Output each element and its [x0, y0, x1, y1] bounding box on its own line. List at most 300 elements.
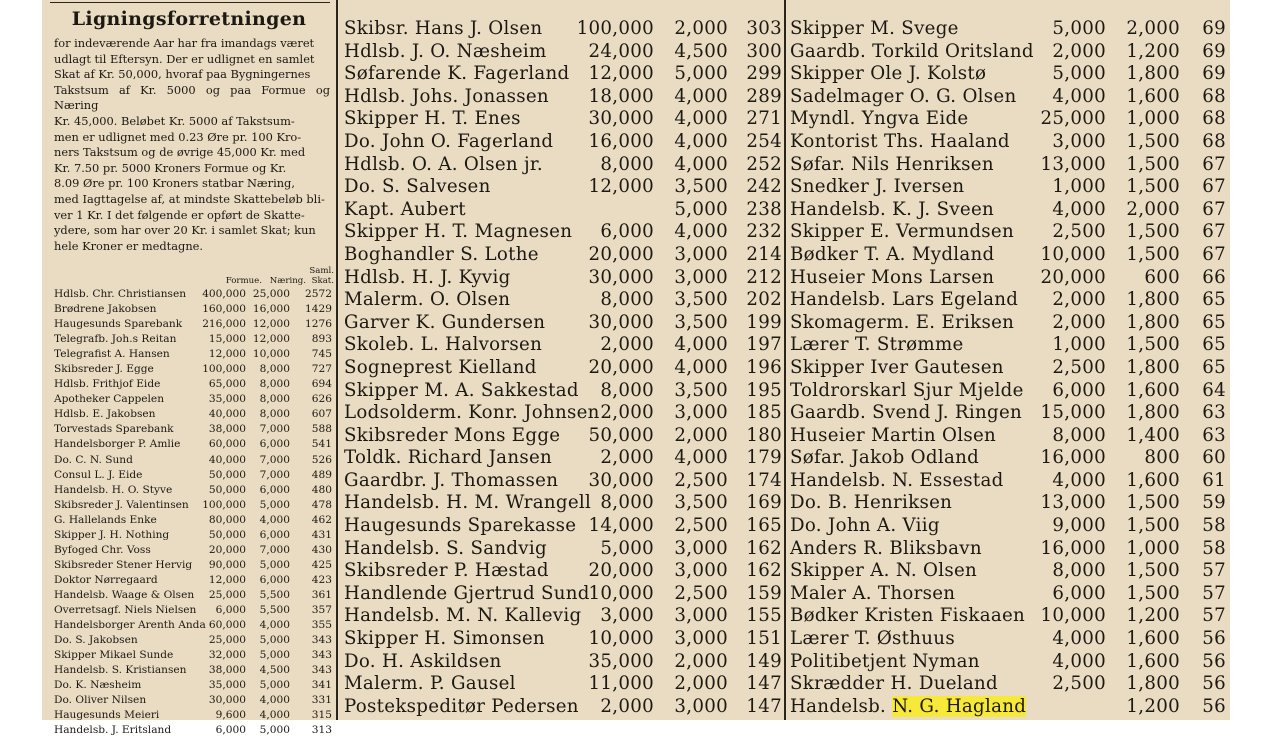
naering-value: 2,000: [674, 650, 728, 672]
taxpayer-name: Do. C. N. Sund: [54, 453, 133, 466]
taxpayer-name: Lærer T. Østhuus: [790, 628, 955, 650]
table-row: [790, 583, 1226, 606]
formue-value: 5,000: [1052, 63, 1106, 85]
taxpayer-name: Do. H. Askildsen: [344, 650, 502, 672]
naering-value: 2,000: [1126, 18, 1180, 39]
formue-value: 3,000: [1052, 130, 1106, 152]
tax-value: 159: [746, 582, 782, 604]
formue-value: 4,000: [1052, 85, 1106, 107]
tax-value: 151: [746, 628, 782, 650]
formue-value: 20,000: [588, 356, 654, 378]
taxpayer-name: Søfar. Jakob Odland: [790, 447, 980, 469]
naering-value: 4,000: [674, 153, 728, 175]
tax-value: 462: [311, 513, 332, 526]
formue-value: 13,000: [1040, 492, 1106, 514]
newspaper-page: [42, 0, 1230, 737]
naering-value: 6,000: [259, 438, 290, 451]
tax-value: 65: [1202, 334, 1226, 356]
taxpayer-name: Politibetjent Nyman: [790, 650, 980, 672]
taxpayer-name: Toldk. Richard Jansen: [344, 447, 553, 469]
naering-value: 1,500: [1126, 334, 1180, 356]
formue-value: 20,000: [208, 543, 246, 556]
tax-value: 65: [1202, 311, 1226, 333]
formue-value: 10,000: [1040, 243, 1106, 265]
tax-value: 169: [746, 492, 782, 514]
table-row: [54, 664, 332, 679]
taxpayer-name: Handelsb. S. Sandvig: [344, 537, 547, 559]
taxpayer-name: Do. B. Henriksen: [790, 492, 953, 514]
taxpayer-name: Gaardb. Svend J. Ringen: [790, 402, 1023, 424]
taxpayer-name: Myndl. Yngva Eide: [790, 108, 969, 130]
taxpayer-name: Skipper M. A. Sakkestad: [344, 379, 579, 401]
table-row: [54, 559, 332, 574]
formue-value: 12,000: [208, 573, 246, 586]
taxpayer-name: Kontorist Ths. Haaland: [790, 130, 1010, 152]
taxpayer-name: Do. S. Salvesen: [344, 176, 491, 198]
table-row: [344, 673, 782, 696]
tax-value: 69: [1202, 40, 1226, 62]
table-row: [54, 724, 332, 739]
taxpayer-name: Toldrorskarl Sjur Mjelde: [790, 379, 1024, 401]
tax-value: 68: [1202, 85, 1226, 107]
naering-value: 7,000: [259, 468, 290, 481]
taxpayer-name: Hdlsb. Frithjof Eide: [54, 378, 161, 391]
taxpayer-name: Do. K. Næsheim: [54, 679, 142, 692]
taxpayer-name: Skipper H. Simonsen: [344, 628, 545, 650]
tax-value: 480: [311, 483, 332, 496]
naering-value: 2,500: [674, 469, 728, 491]
table-row: [790, 131, 1226, 154]
intro-line: Kr. 7.50 pr. 5000 Kroners Formue og Kr.: [54, 160, 287, 175]
tax-value: 431: [311, 528, 332, 541]
tax-value: 165: [746, 515, 782, 537]
formue-value: 2,500: [1052, 356, 1106, 378]
formue-value: 2,500: [1052, 673, 1106, 695]
table-row: [54, 318, 332, 333]
table-row: [790, 673, 1226, 696]
tax-value: 69: [1202, 18, 1226, 39]
tax-value: 197: [746, 334, 782, 356]
naering-value: 10,000: [252, 348, 290, 361]
naering-value: 5,000: [259, 679, 290, 692]
formue-value: 4,000: [1052, 469, 1106, 491]
table-row: [54, 649, 332, 664]
naering-value: 6,000: [259, 483, 290, 496]
table-row: [54, 604, 332, 619]
table-row: [344, 379, 782, 403]
intro-line: for indeværende Aar har fra imandags været: [54, 36, 315, 50]
article-heading: Ligningsforretningen: [71, 8, 307, 30]
table-row: [790, 108, 1226, 131]
tax-value: 343: [311, 649, 332, 662]
naering-value: 5,000: [674, 63, 728, 85]
naering-value: 2,000: [674, 673, 728, 695]
table-row: [790, 312, 1226, 335]
naering-value: 8,000: [259, 378, 290, 391]
formue-value: 38,000: [208, 423, 246, 436]
formue-value: 2,000: [1052, 311, 1106, 333]
taxpayer-name: Sogneprest Kielland: [344, 356, 537, 378]
naering-value: 6,000: [259, 573, 290, 586]
tax-value: 232: [746, 221, 782, 243]
naering-value: 3,500: [674, 176, 728, 198]
naering-value: 4,000: [674, 108, 728, 130]
taxpayer-name: Skibsreder Mons Egge: [344, 424, 561, 446]
tax-value: 196: [746, 356, 782, 378]
tax-value: 64: [1202, 379, 1226, 401]
intro-line: udlagt til Eftersyn. Der er udlignet en samlet: [54, 51, 315, 66]
formue-value: 216,000: [202, 318, 246, 331]
taxpayer-name: Kapt. Aubert: [344, 198, 466, 220]
taxpayer-name: Lodsolderm. Konr. Johnsen: [344, 402, 600, 424]
tax-value: 149: [746, 650, 782, 672]
table-row: [344, 153, 782, 177]
table-row: [790, 86, 1226, 109]
tax-value: 180: [746, 424, 782, 446]
naering-value: 4,000: [259, 709, 290, 722]
naering-value: 4,000: [674, 447, 728, 469]
formue-value: 6,000: [1052, 582, 1106, 604]
table-row: [344, 176, 782, 199]
table-row: [54, 694, 332, 709]
tax-value: 289: [746, 85, 782, 107]
tax-value: 195: [746, 379, 782, 401]
naering-value: 2,500: [674, 582, 728, 604]
formue-value: 50,000: [208, 483, 246, 496]
formue-value: 20,000: [588, 243, 654, 265]
tax-value: 315: [311, 709, 332, 722]
tax-value: 361: [311, 588, 332, 601]
taxpayer-name: Hdlsb. H. J. Kyvig: [344, 266, 511, 288]
tax-value: 893: [311, 333, 332, 346]
table-row: [54, 333, 332, 348]
small-table: [54, 288, 332, 739]
naering-value: 1,800: [1126, 289, 1180, 311]
taxpayer-name: Bødker Kristen Fiskaaen: [790, 605, 1026, 627]
taxpayer-name: Skibsreder P. Hæstad: [344, 560, 549, 582]
formue-value: 50,000: [588, 424, 654, 446]
table-row: [54, 514, 332, 529]
formue-value: 1,000: [1052, 176, 1106, 198]
tax-value: 478: [311, 498, 332, 511]
formue-value: 4,000: [1052, 650, 1106, 672]
taxpayer-name: Gaardbr. J. Thomassen: [344, 469, 559, 491]
formue-value: 50,000: [208, 528, 246, 541]
taxpayer-name: Hdlsb. Chr. Christiansen: [54, 288, 187, 300]
formue-value: 25,000: [208, 588, 246, 601]
formue-value: 40,000: [208, 453, 246, 466]
intro-paragraph: [54, 36, 330, 254]
table-row: [344, 515, 782, 538]
taxpayer-name: Skoleb. L. Halvorsen: [344, 334, 543, 356]
formue-value: 14,000: [588, 515, 654, 537]
intro-line: ver 1 Kr. I det følgende er opført de Skatte-: [54, 207, 305, 222]
tax-value: 694: [311, 378, 332, 391]
taxpayer-name: Handelsb. H. M. Wrangell: [344, 492, 592, 514]
formue-value: 30,000: [588, 266, 654, 288]
table-row: [54, 634, 332, 649]
taxpayer-name: Skipper A. N. Olsen: [790, 560, 978, 582]
formue-value: 38,000: [208, 664, 246, 677]
naering-value: 1,000: [1126, 537, 1180, 559]
formue-value: 30,000: [588, 108, 654, 130]
table-row: [344, 266, 782, 290]
formue-value: 5,000: [1052, 18, 1106, 39]
table-row: [790, 244, 1226, 267]
naering-value: 4,000: [674, 334, 728, 356]
tax-value: 254: [746, 130, 782, 152]
table-row: [344, 85, 782, 109]
tax-value: 202: [746, 289, 782, 311]
table-row: [54, 619, 332, 634]
taxpayer-name: Hdlsb. J. O. Næsheim: [344, 40, 547, 62]
taxpayer-name: Haugesunds Sparekasse: [344, 515, 577, 537]
naering-value: 1,500: [1126, 560, 1180, 582]
taxpayer-name: Skipper E. Vermundsen: [790, 221, 1015, 243]
naering-value: 1,200: [1126, 605, 1180, 627]
tax-value: 65: [1202, 356, 1226, 378]
table-row: [344, 18, 782, 41]
intro-line: Takstsum af Kr. 5000 og paa Formue og Næring: [54, 82, 330, 113]
intro-line: ners Takstsum og de øvrige 45,000 Kr. med: [54, 145, 306, 160]
taxpayer-name: Søfarende K. Fagerland: [344, 63, 570, 85]
formue-value: 400,000: [202, 288, 246, 300]
naering-value: 2,000: [1126, 198, 1180, 220]
naering-value: 1,500: [1126, 221, 1180, 243]
formue-value: 8,000: [600, 153, 654, 175]
formue-value: 16,000: [1040, 447, 1106, 469]
naering-value: 5,000: [259, 498, 290, 511]
taxpayer-name: Hdlsb. Johs. Jonassen: [344, 85, 549, 107]
table-row: [54, 408, 332, 423]
samlet-header: Saml. Skat.: [309, 266, 334, 286]
tax-value: 299: [746, 63, 782, 85]
formue-value: 16,000: [588, 130, 654, 152]
tax-value: 252: [746, 153, 782, 175]
taxpayer-name: Byfoged Chr. Voss: [54, 543, 151, 556]
taxpayer-name: Haugesunds Sparebank: [54, 318, 183, 331]
tax-value: 2572: [305, 288, 332, 300]
formue-header: Formue.: [225, 276, 262, 286]
tax-value: 56: [1202, 628, 1226, 650]
tax-value: 357: [311, 603, 332, 616]
table-row: [790, 651, 1226, 674]
tax-value: 57: [1202, 582, 1226, 604]
formue-value: 30,000: [208, 694, 246, 707]
tax-value: 56: [1202, 673, 1226, 695]
tax-value: 214: [746, 243, 782, 265]
table-row: [790, 447, 1226, 470]
formue-value: 16,000: [1040, 537, 1106, 559]
intro-line: 8.09 Øre pr. 100 Kroners statbar Næring,: [54, 176, 295, 191]
table-row: [344, 605, 782, 628]
tax-value: 425: [311, 558, 332, 571]
table-row: [54, 378, 332, 393]
taxpayer-name: Sadelmager O. G. Olsen: [790, 85, 1017, 107]
tax-value: 61: [1202, 469, 1226, 491]
naering-value: 600: [1144, 266, 1180, 288]
taxpayer-name: Boghandler S. Lothe: [344, 243, 539, 265]
tax-value: 588: [311, 423, 332, 436]
formue-value: 10,000: [588, 628, 654, 650]
right-table: [790, 18, 1226, 718]
taxpayer-name: Telegrafist A. Hansen: [54, 348, 170, 361]
formue-value: 20,000: [588, 560, 654, 582]
taxpayer-name: Skipper Mikael Sunde: [54, 649, 174, 662]
naering-value: 3,000: [674, 560, 728, 582]
table-row: [54, 484, 332, 499]
taxpayer-name: Handelsb. N. Essestad: [790, 469, 1004, 491]
tax-value: 63: [1202, 402, 1226, 424]
taxpayer-name: Skibsr. Hans J. Olsen: [344, 18, 543, 39]
naering-value: 3,000: [674, 266, 728, 288]
tax-value: 66: [1202, 266, 1226, 288]
formue-value: 32,000: [208, 649, 246, 662]
naering-value: 1,800: [1126, 356, 1180, 378]
table-row: [54, 303, 332, 318]
naering-value: 1,800: [1126, 63, 1180, 85]
tax-value: 541: [311, 438, 332, 451]
taxpayer-name: Postekspeditør Pedersen: [344, 695, 579, 717]
formue-value: 12,000: [588, 63, 654, 85]
formue-value: 60,000: [208, 438, 246, 451]
naering-value: 4,000: [674, 221, 728, 243]
tax-value: 355: [311, 619, 332, 632]
taxpayer-name: Handelsb. M. N. Kallevig: [344, 605, 582, 627]
naering-value: 3,500: [674, 289, 728, 311]
tax-value: 67: [1202, 153, 1226, 175]
tax-value: 212: [746, 266, 782, 288]
taxpayer-name: Huseier Martin Olsen: [790, 424, 997, 446]
column-rule: [336, 0, 338, 720]
naering-value: 3,000: [674, 628, 728, 650]
taxpayer-name: Anders R. Bliksbavn: [790, 537, 982, 559]
middle-table: [344, 18, 782, 718]
naering-value: 800: [1144, 447, 1180, 469]
naering-value: 4,000: [259, 619, 290, 632]
naering-value: 3,000: [674, 402, 728, 424]
naering-value: 1,200: [1126, 695, 1180, 717]
tax-value: 331: [311, 694, 332, 707]
tax-value: 607: [311, 408, 332, 421]
formue-value: 2,500: [1052, 221, 1106, 243]
intro-line: med Iagttagelse af, at mindste Skattebeløb bli-: [54, 191, 325, 206]
taxpayer-name: Handelsb. H. O. Styve: [54, 483, 173, 496]
formue-value: 8,000: [600, 379, 654, 401]
naering-value: 12,000: [252, 333, 290, 346]
tax-value: 67: [1202, 243, 1226, 265]
table-row: [344, 447, 782, 470]
tax-value: 68: [1202, 108, 1226, 130]
taxpayer-name: Handelsb. Lars Egeland: [790, 289, 1019, 311]
taxpayer-name: Skipper H. T. Magnesen: [344, 221, 573, 243]
naering-value: 7,000: [259, 543, 290, 556]
taxpayer-name: Skibsreder J. Egge: [54, 363, 154, 376]
table-row: [344, 469, 782, 493]
taxpayer-name: Telegrafb. Joh.s Reitan: [54, 333, 177, 346]
table-row: [790, 267, 1226, 290]
taxpayer-name: Torvestads Sparebank: [54, 423, 174, 436]
naering-value: 3,500: [674, 492, 728, 514]
table-row: [790, 289, 1226, 312]
taxpayer-name: Snedker J. Iversen: [790, 176, 965, 198]
column-rule: [784, 0, 786, 720]
naering-value: 1,500: [1126, 153, 1180, 175]
tax-value: 147: [746, 695, 782, 717]
formue-value: 18,000: [588, 85, 654, 107]
formue-value: 40,000: [208, 408, 246, 421]
taxpayer-name: Skrædder H. Dueland: [790, 673, 998, 695]
tax-value: 271: [746, 108, 782, 130]
taxpayer-name: Do. S. Jakobsen: [54, 634, 138, 647]
naering-value: 1,000: [1126, 108, 1180, 130]
table-row: [54, 363, 332, 378]
formue-value: 1,000: [1052, 334, 1106, 356]
table-row: [790, 154, 1226, 177]
tax-value: 147: [746, 673, 782, 695]
tax-value: 1429: [305, 303, 332, 316]
formue-value: 12,000: [588, 176, 654, 198]
taxpayer-name: Doktor Nørregaard: [54, 573, 158, 586]
table-row: [344, 424, 782, 448]
naering-value: 5,000: [259, 558, 290, 571]
formue-value: 6,000: [600, 221, 654, 243]
table-row: [344, 582, 782, 606]
table-row: [54, 679, 332, 694]
table-row: [790, 605, 1226, 628]
naering-value: 1,500: [1126, 515, 1180, 537]
taxpayer-name: Handelsborger Arenth Anda: [54, 619, 206, 632]
formue-value: 50,000: [208, 468, 246, 481]
table-row: [790, 560, 1226, 583]
tax-value: 526: [311, 453, 332, 466]
taxpayer-name: Hdlsb. E. Jakobsen: [54, 408, 156, 421]
taxpayer-name: Søfar. Nils Henriksen: [790, 153, 994, 175]
taxpayer-name: Hdlsb. O. A. Olsen jr.: [344, 153, 543, 175]
formue-value: 6,000: [215, 724, 246, 737]
taxpayer-name: Malerm. O. Olsen: [344, 289, 511, 311]
table-row: [790, 357, 1226, 380]
formue-value: 35,000: [208, 393, 246, 406]
naering-value: 1,500: [1126, 243, 1180, 265]
table-row: [344, 650, 782, 674]
tax-value: 343: [311, 634, 332, 647]
table-row: [344, 289, 782, 312]
naering-value: 5,000: [259, 649, 290, 662]
formue-value: 8,000: [1052, 560, 1106, 582]
taxpayer-name: Skibsreder J. Valentinsen: [54, 498, 189, 511]
taxpayer-name: Maler A. Thorsen: [790, 582, 956, 604]
naering-value: 3,000: [674, 605, 728, 627]
tax-value: 745: [311, 348, 332, 361]
left-column: [42, 0, 336, 737]
formue-value: 9,000: [1052, 515, 1106, 537]
naering-value: 1,500: [1126, 176, 1180, 198]
intro-line: Skat af Kr. 50,000, hvoraf paa Bygningernes: [54, 67, 311, 82]
table-row: [54, 438, 332, 453]
tax-value: 238: [746, 198, 782, 220]
naering-value: 1,800: [1126, 402, 1180, 424]
taxpayer-name: Skipper Ole J. Kolstø: [790, 63, 987, 85]
formue-value: 4,000: [1052, 198, 1106, 220]
table-row: [54, 423, 332, 438]
formue-value: 30,000: [588, 311, 654, 333]
table-row: [54, 454, 332, 469]
tax-value: 57: [1202, 605, 1226, 627]
tax-value: 56: [1202, 650, 1226, 672]
naering-value: 16,000: [252, 303, 290, 316]
tax-value: 242: [746, 176, 782, 198]
